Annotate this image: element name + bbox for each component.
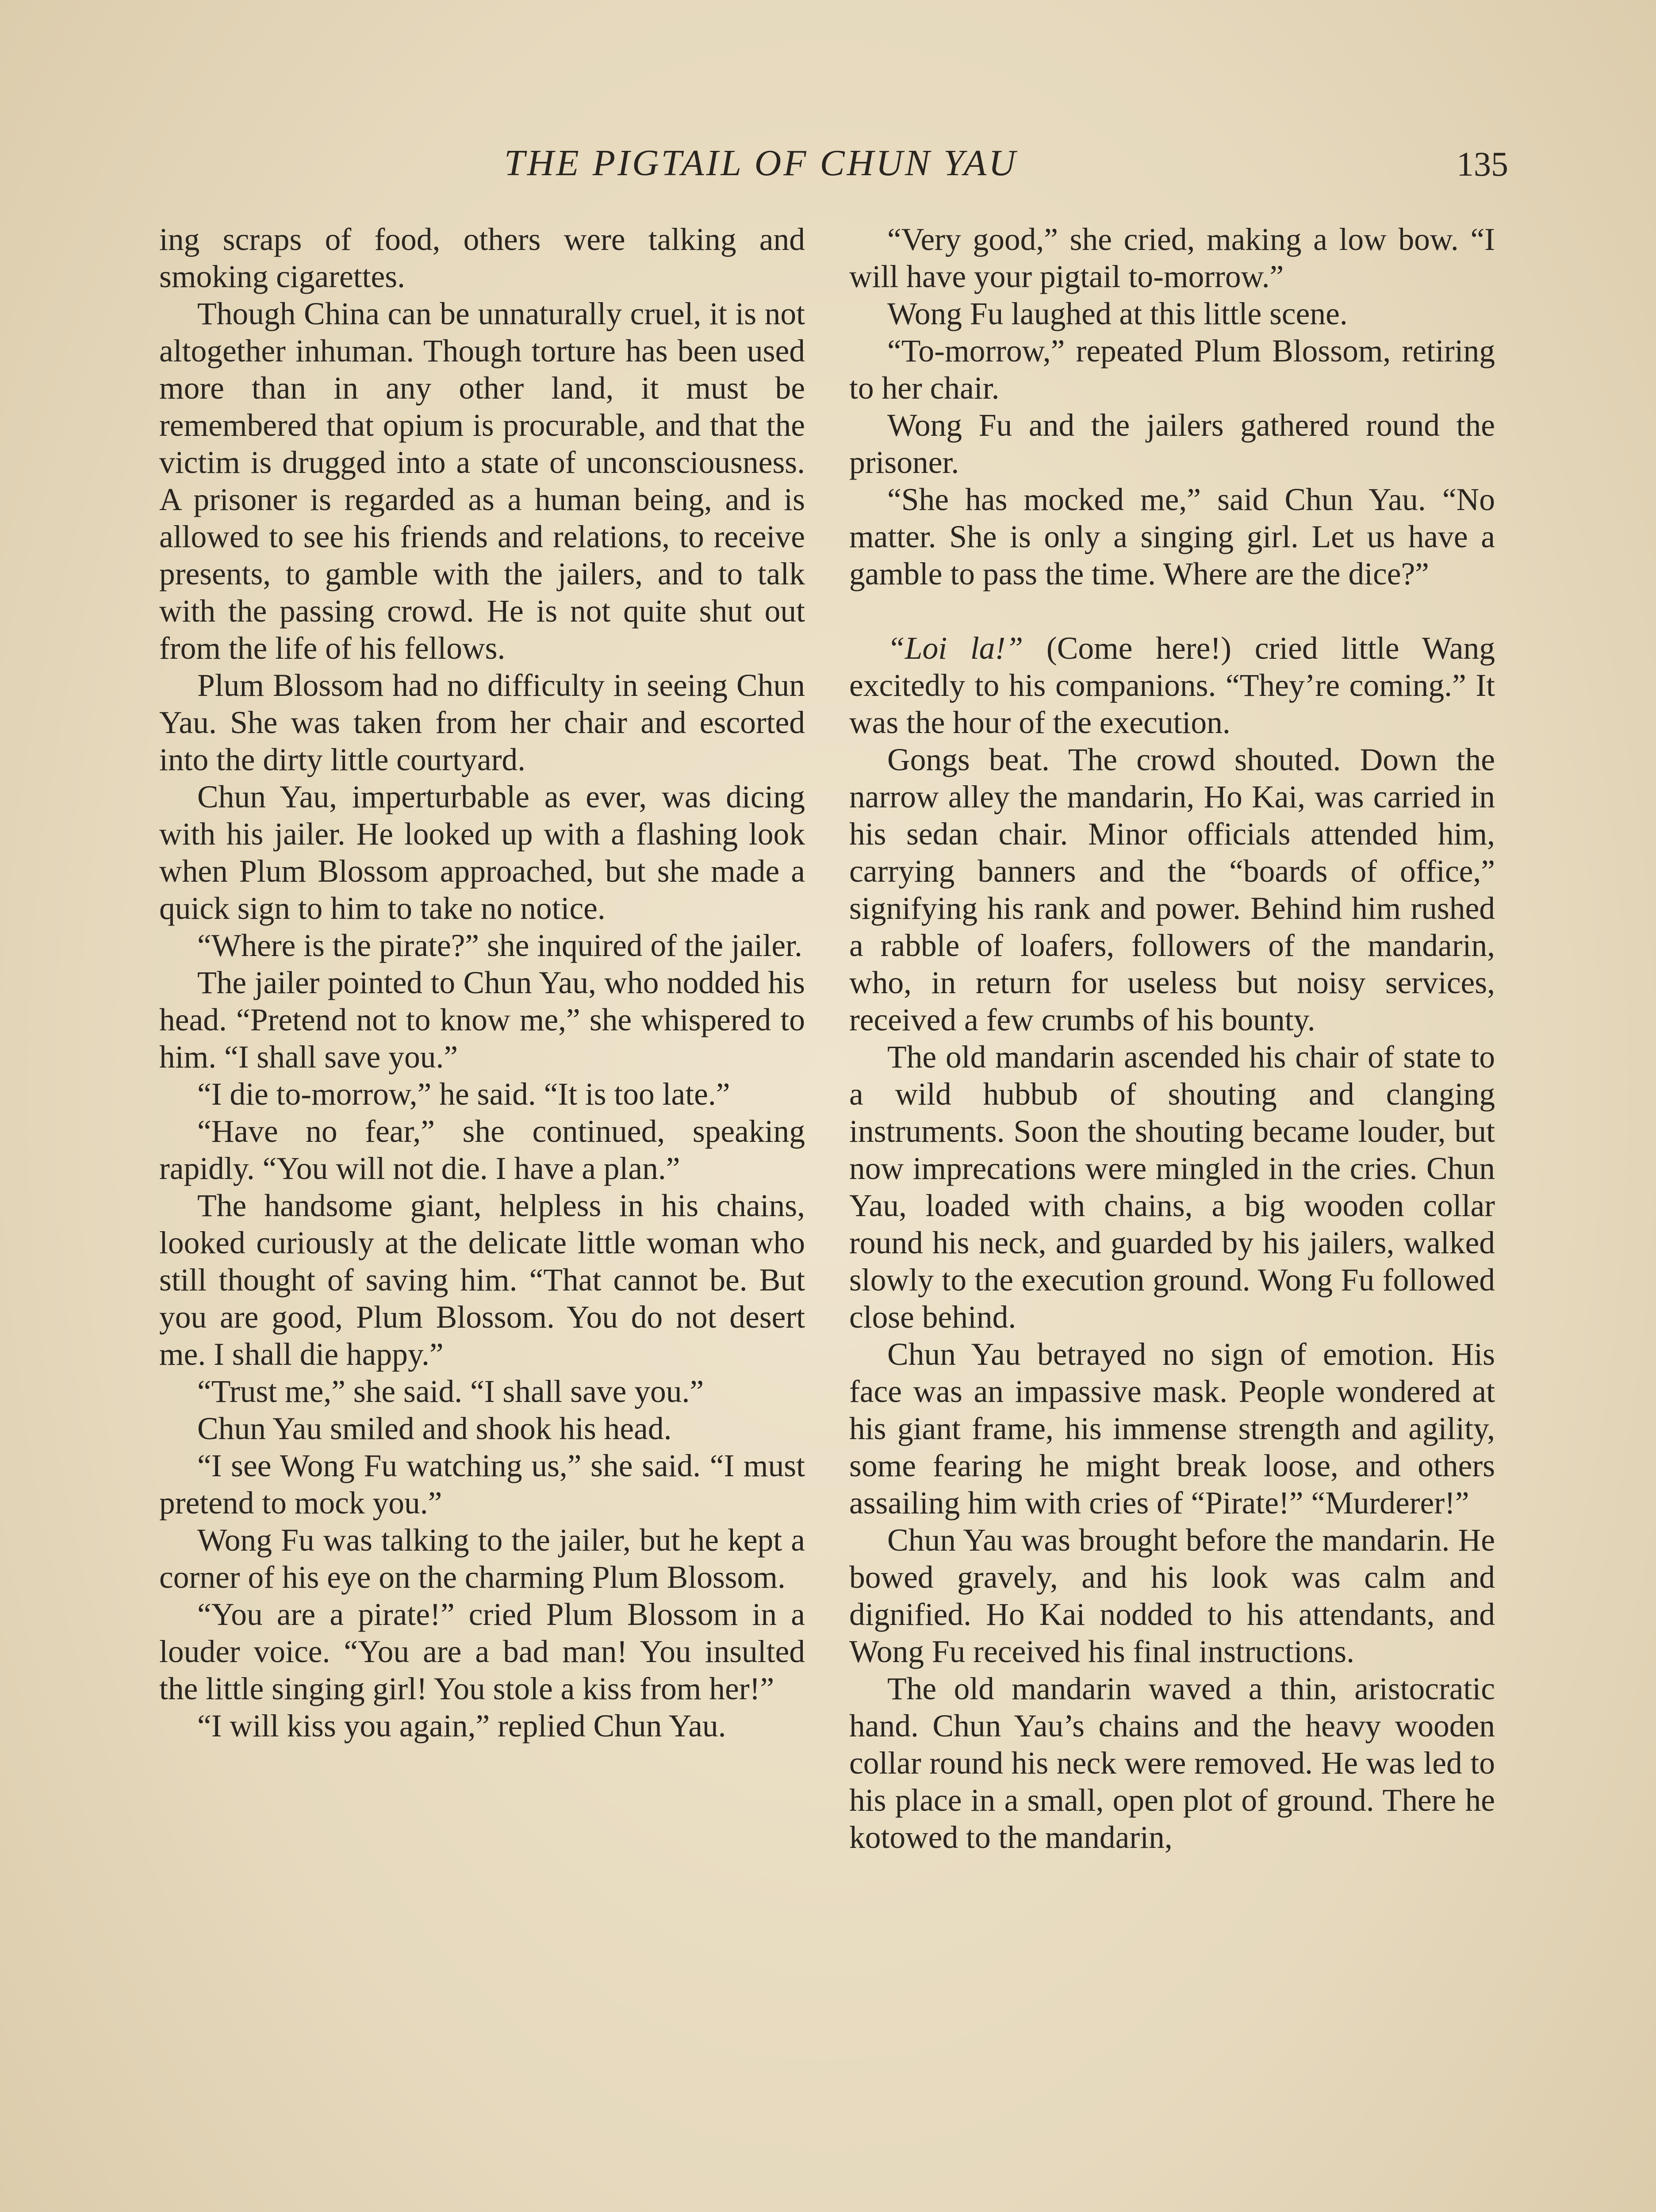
paragraph: Chun Yau smiled and shook his head. (197, 1411, 672, 1446)
paragraph: “Trust me,” she said. “I shall save you.” (197, 1374, 704, 1409)
paragraph: The handsome giant, helpless in his chains, looked curiously at the delicate little woman who still thought of saving him. “That cannot be. But you are good, Plum Blossom. You do not desert me. I shall die happy.” (159, 1188, 805, 1372)
page-number: 135 (1457, 145, 1508, 183)
paragraph: “I see Wong Fu watching us,” she said. “I must pretend to mock you.” (159, 1448, 805, 1521)
paragraph (849, 630, 1495, 741)
paragraph: “Have no fear,” she continued, speaking rapidly. “You will not die. I have a plan.” (159, 1114, 805, 1186)
paragraph: “Where is the pirate?” she inquired of the jailer. (197, 928, 802, 963)
paragraph: “I die to-morrow,” he said. “It is too late.” (197, 1077, 730, 1112)
paragraph: Gongs beat. The crowd shouted. Down the narrow alley the mandarin, Ho Kai, was carried in his sedan chair. Minor officials attended him, carrying banners and the “boards of office,” signifying his rank and power. Behind him rushed a rabble of loafers, followers of the mandarin, who, in return for useless but noisy services, received a few crumbs of his bounty. (849, 742, 1495, 1037)
left-column (159, 221, 805, 2212)
paragraph: The jailer pointed to Chun Yau, who nodded his head. “Pretend not to know me,” she whispered to him. “I shall save you.” (159, 965, 805, 1075)
paragraph: Chun Yau was brought before the mandarin. He bowed gravely, and his look was calm and dignified. Ho Kai nodded to his attendants, and Wong Fu received his final instructions. (849, 1523, 1495, 1669)
paragraph: “To-morrow,” repeated Plum Blossom, retiring to her chair. (849, 334, 1495, 406)
paragraph: Wong Fu and the jailers gathered round the prisoner. (849, 408, 1495, 480)
italic-phrase: “Loi la!” (887, 631, 1024, 666)
paragraph: ing scraps of food, others were talking and smoking cigarettes. (159, 222, 805, 294)
paragraph: Chun Yau betrayed no sign of emotion. His face was an impassive mask. People wondered at his giant frame, his immense strength and agility, some fearing he might break loose, and others assailing him with cries of “Pirate!” “Murderer!” (849, 1337, 1495, 1521)
paragraph-text: (Come here!) cried little Wang excitedly to his companions. “They’re coming.” It was the hour of the execution. (849, 631, 1495, 740)
right-column (849, 221, 1495, 2212)
paragraph: “You are a pirate!” cried Plum Blossom in a louder voice. “You are a bad man! You insulted the little singing girl! You stole a kiss from her!” (159, 1597, 805, 1706)
paragraph: The old mandarin ascended his chair of state to a wild hubbub of shouting and clanging instruments. Soon the shouting became louder, but now imprecations were mingled in the cries. Chun Yau, loaded with chains, a big wooden collar round his neck, and guarded by his jailers, walked slowly to the execution ground. Wong Fu followed close behind. (849, 1040, 1495, 1335)
paragraph: “Very good,” she cried, making a low bow. “I will have your pigtail to-morrow.” (849, 222, 1495, 294)
paragraph: The old mandarin waved a thin, aristocratic hand. Chun Yau’s chains and the heavy wooden collar round his neck were removed. He was led to his place in a small, open plot of ground. There he kotowed to the mandarin, (849, 1671, 1495, 1855)
running-title: THE PIGTAIL OF CHUN YAU (504, 142, 1018, 184)
paragraph: Though China can be unnaturally cruel, it is not altogether inhuman. Though torture has been used more than in any other land, it must be remembered that opium is procurable, and that the victim is drugged into a state of unconsciousness. A prisoner is regarded as a human being, and is allowed to see his friends and relations, to receive presents, to gamble with the jailers, and to talk with the passing crowd. He is not quite shut out from the life of his fellows. (159, 296, 805, 666)
paragraph: Plum Blossom had no difficulty in seeing Chun Yau. She was taken from her chair and escorted into the dirty little courtyard. (159, 668, 805, 777)
paragraph: Chun Yau, imperturbable as ever, was dicing with his jailer. He looked up with a flashing look when Plum Blossom approached, but she made a quick sign to him to take no notice. (159, 780, 805, 926)
paragraph: “I will kiss you again,” replied Chun Yau. (197, 1709, 726, 1743)
paragraph: “She has mocked me,” said Chun Yau. “No matter. She is only a singing girl. Let us have a gamble to pass the time. Where are the dice?” (849, 482, 1495, 591)
paragraph: Wong Fu laughed at this little scene. (887, 296, 1348, 331)
page-header (159, 142, 1508, 208)
paragraph: Wong Fu was talking to the jailer, but he kept a corner of his eye on the charming Plum Blossom. (159, 1523, 805, 1595)
